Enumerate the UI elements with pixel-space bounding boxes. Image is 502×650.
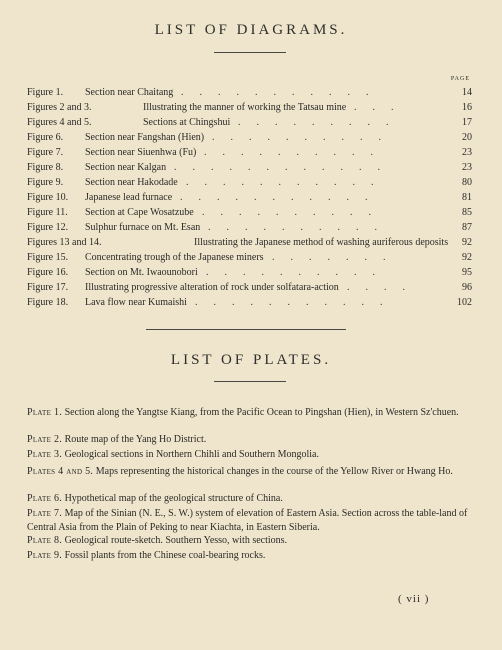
diagram-row [27, 266, 472, 280]
figure-title: Section near Chaitang [85, 87, 174, 98]
diagram-row [27, 101, 472, 115]
dot-leader: .... [347, 282, 421, 293]
heading-underline [214, 52, 286, 53]
plate-description: Geological route-sketch. Southern Yesso, with sections. [64, 535, 288, 546]
figure-label: Figures 4 and 5. [27, 117, 92, 128]
figure-label: Figure 7. [27, 147, 64, 158]
figure-title: Section near Kalgan [85, 162, 167, 173]
diagram-row [27, 146, 472, 160]
figure-title: Section near Fangshan (Hien) [85, 132, 205, 143]
figure-title: Section near Siuenhwa (Fu) [85, 147, 197, 158]
figure-label: Figure 16. [27, 267, 69, 278]
figure-label: Figure 11. [27, 207, 68, 218]
plate-description: Geological sections in Northern Chihli and Southern Mongolia. [64, 449, 319, 460]
figure-title: Sections at Chingshui [143, 117, 231, 128]
figure-label: Figure 1. [27, 87, 64, 98]
figure-page: 87 [462, 222, 472, 233]
plate-label: Plate 3. [27, 449, 63, 460]
dot-leader: .......... [204, 147, 389, 158]
figure-label: Figure 6. [27, 132, 64, 143]
plate-entry [27, 406, 471, 420]
figure-page: 92 [462, 252, 472, 263]
plate-label: Plate 8. [27, 535, 63, 546]
dot-leader: ........... [186, 177, 390, 188]
dot-leader: .......... [208, 222, 393, 233]
diagram-row [27, 251, 472, 265]
figure-page: 96 [462, 282, 472, 293]
figure-page: 17 [462, 117, 472, 128]
figure-label: Figure 12. [27, 222, 69, 233]
diagram-row [27, 221, 472, 235]
figure-page: 80 [462, 177, 472, 188]
plate-entry [27, 465, 471, 479]
figure-title: Concentrating trough of the Japanese miners [85, 252, 264, 263]
plate-entry [27, 534, 471, 548]
diagram-row [27, 206, 472, 220]
dot-leader: ......... [238, 117, 405, 128]
diagram-row [27, 131, 472, 145]
diagram-row [27, 116, 472, 130]
plate-entry [27, 507, 471, 535]
figure-title: Illustrating the Japanese method of washing auriferous deposits [194, 237, 449, 248]
plate-entry [27, 448, 471, 462]
plate-description: Map of the Sinian (N. E., S. W.) system of elevation of Eastern Asia. Section across the table-land of Central Asia from the Plain of Peking to near Kiachta, in Eastern Siberia. [27, 508, 468, 533]
diagram-row [27, 161, 472, 175]
page-column-label: PAGE [450, 76, 470, 82]
plate-entry [27, 549, 471, 563]
figure-page: 85 [462, 207, 472, 218]
diagram-row [27, 296, 472, 310]
figure-title: Japanese lead furnace [85, 192, 173, 203]
figure-page: 95 [462, 267, 472, 278]
plate-label: Plate 7. [27, 508, 63, 519]
dot-leader: ....... [272, 252, 402, 263]
dot-leader: .......... [206, 267, 391, 278]
figure-title: Lava flow near Kumaishi [85, 297, 187, 308]
plate-entry [27, 433, 471, 447]
figure-label: Figure 10. [27, 192, 69, 203]
figure-label: Figure 9. [27, 177, 64, 188]
figure-title: Illustrating progressive alteration of rock under solfatara-action [85, 282, 339, 293]
plate-label: Plate 6. [27, 493, 63, 504]
plate-description: Route map of the Yang Ho District. [64, 434, 207, 445]
section-divider [146, 329, 346, 330]
dot-leader: ........... [195, 297, 399, 308]
figure-page: 14 [462, 87, 472, 98]
plate-description: Hypothetical map of the geological structure of China. [64, 493, 283, 504]
dot-leader: ........... [180, 192, 384, 203]
figure-label: Figures 13 and 14. [27, 237, 102, 248]
figure-title: Sulphur furnace on Mt. Esan [85, 222, 201, 233]
figure-label: Figure 17. [27, 282, 69, 293]
plate-label: Plate 1. [27, 407, 63, 418]
figure-title: Section at Cape Wosatzube [85, 207, 194, 218]
plate-label: Plate 2. [27, 434, 63, 445]
plate-description: Section along the Yangtse Kiang, from the Pacific Ocean to Pingshan (Hien), in Western Sz'chuen. [64, 407, 459, 418]
dot-leader: ... [354, 102, 410, 113]
figure-title: Section on Mt. Iwaounobori [85, 267, 198, 278]
plate-entry [27, 492, 471, 506]
dot-leader: .......... [202, 207, 387, 218]
heading-underline [214, 381, 286, 382]
dot-leader: ............ [174, 162, 396, 173]
figure-page: 92 [462, 237, 472, 248]
diagram-row [27, 86, 472, 100]
plate-description: Maps representing the historical changes in the course of the Yellow River or Hwang Ho. [95, 466, 453, 477]
diagram-row [27, 236, 472, 250]
diagrams-heading: LIST OF DIAGRAMS. [154, 22, 348, 38]
figure-page: 20 [462, 132, 472, 143]
figure-page: 102 [457, 297, 472, 308]
figure-label: Figure 15. [27, 252, 69, 263]
figure-title: Section near Hakodade [85, 177, 178, 188]
plate-label: Plate 9. [27, 550, 63, 561]
figure-page: 16 [462, 102, 472, 113]
figure-label: Figure 8. [27, 162, 64, 173]
figure-page: 23 [462, 147, 472, 158]
diagram-row [27, 281, 472, 295]
figure-label: Figure 18. [27, 297, 69, 308]
plate-description: Fossil plants from the Chinese coal-bearing rocks. [64, 550, 266, 561]
dot-leader: ........... [181, 87, 385, 98]
page-number: ( vii ) [398, 593, 430, 605]
figure-label: Figures 2 and 3. [27, 102, 92, 113]
dot-leader: .......... [212, 132, 397, 143]
plates-heading: LIST OF PLATES. [170, 352, 332, 368]
figure-page: 81 [462, 192, 472, 203]
figure-title: Illustrating the manner of working the Tatsau mine [143, 102, 347, 113]
plate-label: Plates 4 and 5. [27, 466, 94, 477]
diagram-row [27, 191, 472, 205]
diagram-row [27, 176, 472, 190]
figure-page: 23 [462, 162, 472, 173]
